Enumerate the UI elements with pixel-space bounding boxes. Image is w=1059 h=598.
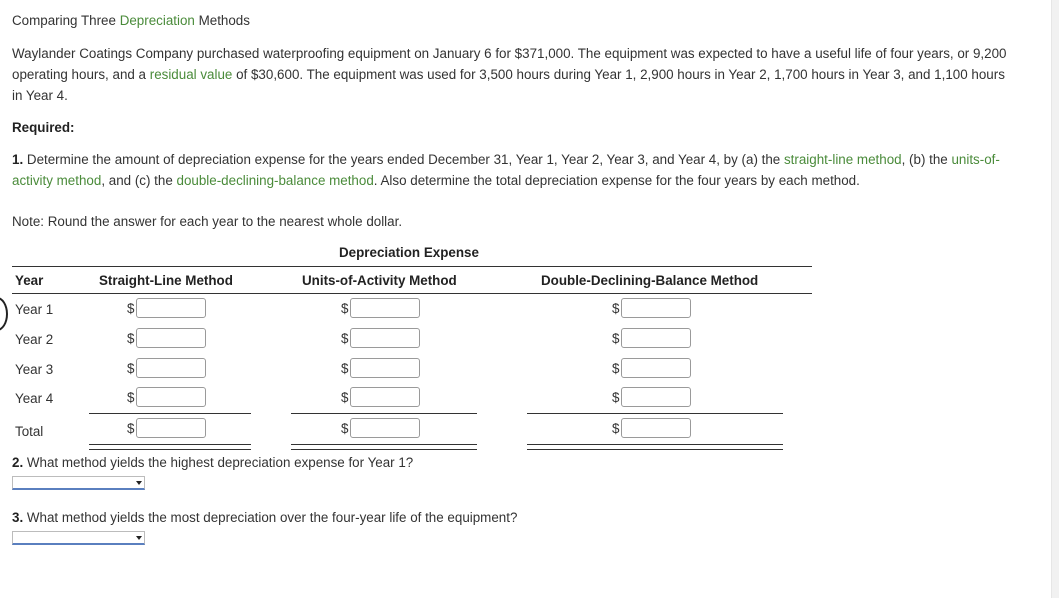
sl-total-input[interactable] xyxy=(136,418,206,438)
ddb-subtotal-rule xyxy=(527,413,783,414)
sl-subtotal-rule xyxy=(89,413,251,414)
ua-total-input[interactable] xyxy=(350,418,420,438)
ddb-year-4-input[interactable] xyxy=(621,387,691,407)
sl-total-rule xyxy=(89,444,251,450)
straight-line-link[interactable]: straight-line method xyxy=(783,152,902,167)
row-label-year-2: Year 2 xyxy=(15,332,54,347)
ddb-year-3-input[interactable] xyxy=(621,358,691,378)
sl-year-2-input[interactable] xyxy=(136,328,206,348)
chevron-down-icon xyxy=(136,536,142,540)
units-of-activity-link-cont[interactable]: activity method xyxy=(12,173,102,188)
intro-line-3: in Year 4. xyxy=(12,88,68,103)
row-label-year-4: Year 4 xyxy=(15,391,54,406)
header-straight-line: Straight-Line Method xyxy=(99,273,233,288)
header-rule xyxy=(12,293,812,294)
double-declining-link[interactable]: double-declining-balance method xyxy=(176,173,374,188)
q2-method-dropdown[interactable] xyxy=(12,476,145,490)
ddb-year-1-input[interactable] xyxy=(621,298,691,318)
ddb-year-2-input[interactable] xyxy=(621,328,691,348)
row-label-year-1: Year 1 xyxy=(15,302,54,317)
q3-method-dropdown[interactable] xyxy=(12,531,145,545)
chevron-down-icon xyxy=(136,481,142,485)
ua-year-2-input[interactable] xyxy=(350,328,420,348)
required-heading: Required: xyxy=(12,120,75,135)
title-text: Comparing Three xyxy=(12,13,120,28)
ua-year-4-input[interactable] xyxy=(350,387,420,407)
header-units-of-activity: Units-of-Activity Method xyxy=(302,273,457,288)
title-text-end: Methods xyxy=(194,13,250,28)
focus-indicator xyxy=(0,297,8,331)
intro-line-1: Waylander Coatings Company purchased waterproofing equipment on January 6 for $371,000. The equipment was expected to have a useful life of four years, or 9,200 xyxy=(12,46,1007,61)
row-label-total: Total xyxy=(15,424,44,439)
depreciation-link[interactable]: Depreciation xyxy=(119,13,195,28)
header-double-declining: Double-Declining-Balance Method xyxy=(541,273,759,288)
ddb-total-input[interactable] xyxy=(621,418,691,438)
sl-year-4-input[interactable] xyxy=(136,387,206,407)
sl-year-1-input[interactable] xyxy=(136,298,206,318)
table-caption: Depreciation Expense xyxy=(339,245,479,260)
note: Note: Round the answer for each year to the nearest whole dollar. xyxy=(12,214,403,229)
intro-paragraph xyxy=(12,43,1006,106)
ua-total-rule xyxy=(291,444,477,450)
sl-year-3-input[interactable] xyxy=(136,358,206,378)
residual-value-link[interactable]: residual value xyxy=(149,67,233,82)
question-1: 1. Determine the amount of depreciation expense for the years ended December 31, Year 1, Year 2, Year 3, and Year 4, by (a) the straight-line method, (b) the units-of- activity method, and (c) the double-declining-balance method. Also determine the total depreciation expense for the four years by each method. xyxy=(12,152,1000,188)
question-3: 3. What method yields the most depreciation over the four-year life of the equipment? xyxy=(12,510,518,525)
header-year: Year xyxy=(15,273,44,288)
ddb-total-rule xyxy=(527,444,783,450)
table-top-rule xyxy=(12,266,812,267)
units-of-activity-link[interactable]: units-of- xyxy=(951,152,1000,167)
row-label-year-3: Year 3 xyxy=(15,362,54,377)
scrollbar[interactable] xyxy=(1051,0,1059,598)
ua-year-1-input[interactable] xyxy=(350,298,420,318)
ua-subtotal-rule xyxy=(291,413,477,414)
intro-line-2: operating hours, and a residual value of $30,600. The equipment was used for 3,500 hours during Year 1, 2,900 hours in Year 2, 1,700 hours in Year 3, and 1,100 hours xyxy=(12,67,1005,82)
ua-year-3-input[interactable] xyxy=(350,358,420,378)
page-title xyxy=(12,13,250,28)
question-2: 2. What method yields the highest depreciation expense for Year 1? xyxy=(12,455,414,470)
